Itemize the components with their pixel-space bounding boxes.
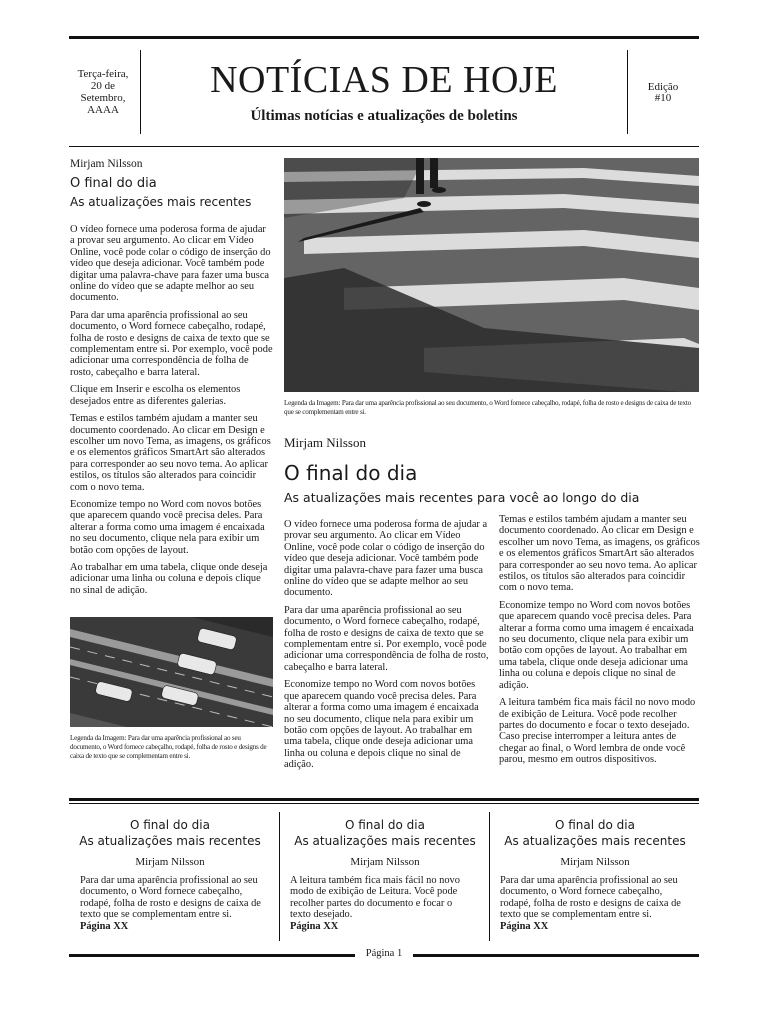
teaser-subtitle: As atualizações mais recentes — [504, 834, 686, 848]
masthead-divider-left — [140, 50, 141, 134]
masthead-title: NOTÍCIAS DE HOJE — [210, 59, 558, 101]
teaser-author: Mirjam Nilsson — [135, 856, 205, 868]
teaser-author: Mirjam Nilsson — [350, 856, 420, 868]
page-footer-rule-right — [413, 954, 699, 957]
left-article-title: O final do dia — [70, 176, 157, 191]
top-rule — [69, 36, 699, 39]
main-article-column-2 — [499, 514, 700, 772]
paragraph: Ao trabalhar em uma tabela, clique onde deseja adicionar uma linha ou coluna e depois clique no sinal de adição. — [70, 561, 268, 596]
left-article-author: Mirjam Nilsson — [70, 158, 143, 170]
main-article-subtitle: As atualizações mais recentes para você ao longo do dia — [284, 490, 640, 505]
paragraph: O vídeo fornece uma poderosa forma de ajudar a provar seu argumento. Ao clicar em Vídeo Online, você pode colar o código de inserção do vídeo que deseja adicionar. Você também pode digitar uma palavra-chave para fazer uma busca online do vídeo que se adapte melhor ao seu documento. — [70, 224, 271, 304]
paragraph: Para dar uma aparência profissional ao seu documento, o Word fornece cabeçalho, rodapé, folha de rosto e designs de caixa de texto que se complementam entre si. Por exemplo, você pode adicionar uma correspondência de folha de rosto, cabeçalho e barra lateral. — [70, 309, 273, 378]
paragraph: O vídeo fornece uma poderosa forma de ajudar a provar seu argumento. Ao clicar em Vídeo Online, você pode colar o código de inserção do vídeo que deseja adicionar. Você também pode digitar uma palavra-chave para fazer uma busca online do vídeo que se adapte melhor ao seu documento. — [284, 519, 488, 599]
main-article-column-1 — [284, 519, 491, 777]
teaser-title: O final do dia — [129, 818, 210, 832]
teaser-body: A leitura também fica mais fácil no novo modo de exibição de Leitura. Você pode recolher partes do documento e focar o texto desejado. — [290, 875, 460, 921]
teaser-subtitle: As atualizações mais recentes — [79, 834, 261, 848]
teaser-title: O final do dia — [554, 818, 635, 832]
teaser-page-ref[interactable]: Página XX — [290, 920, 339, 932]
main-article-author: Mirjam Nilsson — [284, 435, 366, 450]
paragraph: Clique em Inserir e escolha os elementos desejados entre as diferentes galerias. — [70, 384, 241, 407]
footer-top-rule-thin — [69, 803, 699, 804]
teaser-2[interactable] — [280, 818, 490, 932]
teaser-body: Para dar uma aparência profissional ao seu documento, o Word fornece cabeçalho, rodapé, folha de rosto e designs de caixa de texto que se complementam entre si. — [500, 875, 681, 921]
paragraph: Temas e estilos também ajudam a manter seu documento coordenado. Ao clicar em Design e escolher um novo Tema, as imagens, os gráficos e os elementos gráficos SmartArt são alterados para corresponder ao seu novo tema. Ao aplicar estilos, os títulos são alterados para coincidir com o novo tema. — [499, 514, 700, 594]
paragraph: Economize tempo no Word com novos botões que aparecem quando você precisa deles. Para alterar a forma como uma imagem é encaixada no seu documento, clique nela para exibir um botão com opções de layout. Ao trabalhar em uma tabela, clique onde deseja adicionar uma linha ou coluna e depois clique no sinal de adição. — [499, 599, 694, 691]
crosswalk-photo — [284, 158, 699, 392]
teaser-1[interactable] — [70, 818, 270, 932]
issue-date: Terça-feira, 20 de Setembro, AAAA — [77, 68, 129, 116]
masthead-subtitle: Últimas notícias e atualizações de boletins — [250, 108, 518, 124]
left-article-body — [70, 224, 273, 602]
teaser-title: O final do dia — [344, 818, 425, 832]
teaser-page-ref[interactable]: Página XX — [80, 920, 129, 932]
teaser-3[interactable] — [490, 818, 700, 932]
footer-top-rule-thick — [69, 798, 699, 801]
paragraph: Economize tempo no Word com novos botões que aparecem quando você precisa deles. Para alterar a forma como uma imagem é encaixada no seu documento, clique nela para exibir um botão com opções de layout. Ao trabalhar em uma tabela, clique onde deseja adicionar uma linha ou coluna e depois clique no sinal de adição. — [284, 679, 479, 771]
left-column-divider — [282, 158, 283, 776]
paragraph: Economize tempo no Word com novos botões que aparecem quando você precisa deles. Para alterar a forma como uma imagem é encaixada no seu documento, clique nela para exibir um botão com opções de layout. — [70, 498, 265, 556]
left-image-caption: Legenda da Imagem: Para dar uma aparência profissional ao seu documento, o Word fornece cabeçalho, rodapé, folha de rosto e designs de caixa de texto que se complementam entre si. — [70, 734, 267, 760]
teaser-page-ref[interactable]: Página XX — [500, 920, 549, 932]
edition-label: Edição — [647, 81, 679, 93]
masthead-divider-right — [627, 50, 628, 134]
paragraph: Temas e estilos também ajudam a manter seu documento coordenado. Ao clicar em Design e escolher um novo Tema, as imagens, os gráficos e os elementos gráficos SmartArt são alterados para corresponder ao seu novo tema. Ao aplicar estilos, os títulos são alterados para coincidir com o novo tema. — [70, 413, 271, 493]
highway-photo — [70, 617, 273, 727]
page-number: Página 1 — [365, 948, 403, 959]
page-footer-rule-left — [69, 954, 355, 957]
paragraph: Para dar uma aparência profissional ao seu documento, o Word fornece cabeçalho, rodapé, folha de rosto e designs de caixa de texto que se complementam entre si. Por exemplo, você pode adicionar uma correspondência de folha de rosto, cabeçalho e barra lateral. — [284, 604, 489, 673]
edition-number: #10 — [654, 92, 672, 104]
teaser-author: Mirjam Nilsson — [560, 856, 630, 868]
masthead-bottom-rule — [69, 146, 699, 147]
teaser-body: Para dar uma aparência profissional ao seu documento, o Word fornece cabeçalho, rodapé, folha de rosto e designs de caixa de texto que se complementam entre si. — [80, 875, 261, 921]
teaser-subtitle: As atualizações mais recentes — [294, 834, 476, 848]
paragraph: A leitura também fica mais fácil no novo modo de exibição de Leitura. Você pode recolher partes do documento e focar o texto desejado. Caso precise interromper a leitura antes de chegar ao final, o Word lembra de onde você parou, mesmo em outros dispositivos. — [499, 697, 696, 766]
left-article-subtitle: As atualizações mais recentes — [70, 195, 252, 209]
main-article-title: O final do dia — [284, 461, 418, 485]
main-image-caption: Legenda da Imagem: Para dar uma aparência profissional ao seu documento, o Word fornece cabeçalho, rodapé, folha de rosto e designs de caixa de texto que se complementam entre si. — [284, 399, 691, 416]
